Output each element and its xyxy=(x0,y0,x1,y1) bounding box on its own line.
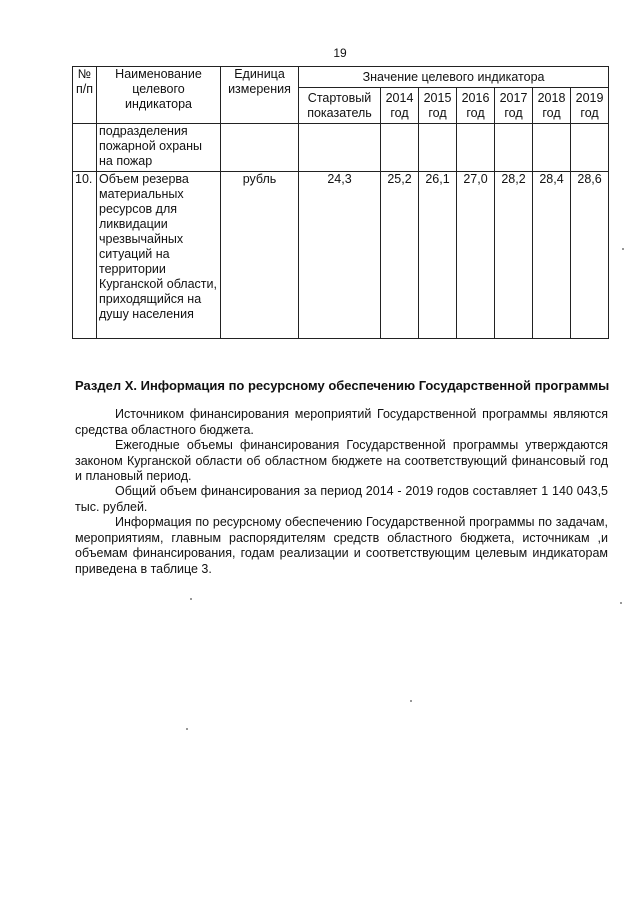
scan-speck xyxy=(410,700,412,702)
table-row xyxy=(73,172,609,339)
header-start: Стартовый показатель xyxy=(299,88,381,124)
row-value: 28,4 xyxy=(533,172,571,339)
header-year: 2017 год xyxy=(495,88,533,124)
header-name: Наименование целевого индикатора xyxy=(97,67,221,124)
row-name: подразделения пожарной охраны на пожар xyxy=(97,124,221,172)
row-name: Объем резерва материальных ресурсов для ликвидации чрезвычайных ситуаций на территории Курганской области, приходящийся на душу населения xyxy=(97,172,221,339)
scan-speck xyxy=(186,728,188,730)
row-value: 26,1 xyxy=(419,172,457,339)
header-year: 2018 год xyxy=(533,88,571,124)
row-value: 28,2 xyxy=(495,172,533,339)
header-year: 2014 год xyxy=(381,88,419,124)
row-value: 25,2 xyxy=(381,172,419,339)
scan-speck xyxy=(622,248,624,250)
paragraph: Информация по ресурсному обеспечению Государственной программы по задачам, мероприятиям, главным распорядителям средств областного бюджета, источникам ,и объемам финансирования, годам реализации и соответствующим целевым индикаторам приведена в таблице 3. xyxy=(75,515,608,576)
scan-speck xyxy=(190,598,192,600)
section-title: Раздел X. Информация по ресурсному обеспечению Государственной программы xyxy=(75,378,610,393)
row-unit: рубль xyxy=(221,172,299,339)
header-year: 2019 год xyxy=(571,88,609,124)
table-row xyxy=(73,124,609,172)
page-number: 19 xyxy=(333,46,347,60)
header-year: 2016 год xyxy=(457,88,495,124)
header-num: № п/п xyxy=(73,67,97,124)
row-value: 28,6 xyxy=(571,172,609,339)
row-value: 27,0 xyxy=(457,172,495,339)
paragraph: Ежегодные объемы финансирования Государственной программы утверждаются законом Курганской области об областном бюджете на соответствующий финансовый год и плановый период. xyxy=(75,438,608,483)
row-start-value: 24,3 xyxy=(299,172,381,339)
header-unit: Единица измерения xyxy=(221,67,299,124)
paragraph: Источником финансирования мероприятий Государственной программы являются средства областного бюджета. xyxy=(75,407,608,437)
row-num: 10. xyxy=(73,172,97,339)
header-value-group: Значение целевого индикатора xyxy=(299,67,609,88)
table-header-row xyxy=(73,67,609,88)
header-year: 2015 год xyxy=(419,88,457,124)
scan-speck xyxy=(620,602,622,604)
paragraph: Общий объем финансирования за период 2014 - 2019 годов составляет 1 140 043,5 тыс. рублей. xyxy=(75,484,608,514)
target-indicators-table xyxy=(72,66,609,339)
